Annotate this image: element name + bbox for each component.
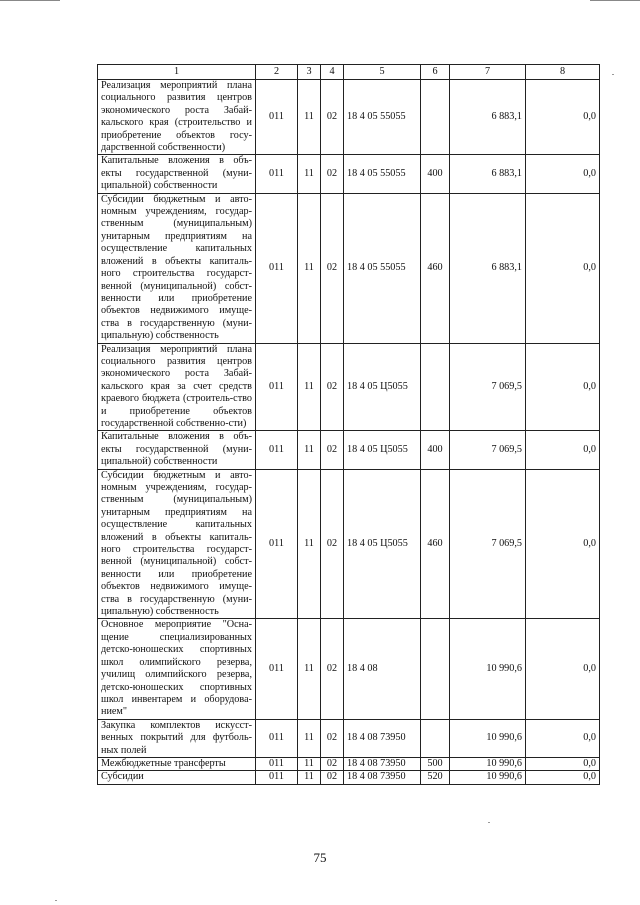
- scan-edge-line: [590, 0, 640, 1]
- expense-type-code: 460: [421, 469, 450, 619]
- amount-value-2: 0,0: [526, 193, 600, 343]
- ministry-code: 011: [256, 193, 298, 343]
- amount-value: 10 990,6: [450, 719, 526, 757]
- expense-type-code: 400: [421, 431, 450, 469]
- subsection-code: 02: [321, 469, 344, 619]
- row-name: Основное мероприятие "Осна-щение специализированных детско-юношеских спортивных школ олимпийского резерва, училищ олимпийского резерва, детско-юношеских спортивных школ инвентарем и оборудова-нием": [98, 619, 256, 719]
- scan-edge-line: [0, 0, 60, 1]
- section-code: 11: [298, 431, 321, 469]
- amount-value: 10 990,6: [450, 619, 526, 719]
- table-row: [98, 469, 600, 619]
- amount-value: 6 883,1: [450, 193, 526, 343]
- expense-type-code: [421, 343, 450, 431]
- expense-type-code: [421, 80, 450, 155]
- section-code: 11: [298, 80, 321, 155]
- section-code: 11: [298, 619, 321, 719]
- column-header: 2: [256, 65, 298, 80]
- target-article-code: 18 4 05 55055: [344, 80, 421, 155]
- page-number: 75: [313, 850, 327, 865]
- amount-value-2: 0,0: [526, 469, 600, 619]
- section-code: 11: [298, 469, 321, 619]
- row-name: Межбюджетные трансферты: [98, 757, 256, 770]
- table-row: [98, 771, 600, 784]
- target-article-code: 18 4 08 73950: [344, 757, 421, 770]
- expense-type-code: [421, 719, 450, 757]
- column-header: 6: [421, 65, 450, 80]
- column-header: 4: [321, 65, 344, 80]
- amount-value-2: 0,0: [526, 80, 600, 155]
- section-code: 11: [298, 757, 321, 770]
- expense-type-code: 500: [421, 757, 450, 770]
- amount-value-2: 0,0: [526, 343, 600, 431]
- table-row: [98, 619, 600, 719]
- ministry-code: 011: [256, 80, 298, 155]
- subsection-code: 02: [321, 719, 344, 757]
- target-article-code: 18 4 08 73950: [344, 771, 421, 784]
- amount-value-2: 0,0: [526, 155, 600, 193]
- target-article-code: 18 4 08 73950: [344, 719, 421, 757]
- row-name: Субсидии: [98, 771, 256, 784]
- column-header: 3: [298, 65, 321, 80]
- subsection-code: 02: [321, 343, 344, 431]
- expense-type-code: 460: [421, 193, 450, 343]
- subsection-code: 02: [321, 193, 344, 343]
- amount-value-2: 0,0: [526, 757, 600, 770]
- table-row: [98, 431, 600, 469]
- row-name: Субсидии бюджетным и авто-номным учреждениям, государ-ственным (муниципальным) унитарным предприятиям на осуществление капитальных вложений в объекты капиталь-ного строительства государст-венной (муниципальной) собст-венности или приобретение объектов недвижимого имуще-ства в государственную (муни-ципальную) собственность: [98, 469, 256, 619]
- subsection-code: 02: [321, 431, 344, 469]
- subsection-code: 02: [321, 619, 344, 719]
- expense-type-code: [421, 619, 450, 719]
- amount-value: 10 990,6: [450, 757, 526, 770]
- row-name: Реализация мероприятий плана социального развития центров экономического роста Забай-кальского края (строительство и приобретение объектов госу-дарственной собственности): [98, 80, 256, 155]
- table-row: [98, 719, 600, 757]
- ministry-code: 011: [256, 757, 298, 770]
- target-article-code: 18 4 08: [344, 619, 421, 719]
- table-row: [98, 757, 600, 770]
- table-header-row: [98, 65, 600, 80]
- table-row: [98, 155, 600, 193]
- ministry-code: 011: [256, 431, 298, 469]
- amount-value: 7 069,5: [450, 343, 526, 431]
- amount-value-2: 0,0: [526, 771, 600, 784]
- target-article-code: 18 4 05 Ц5055: [344, 469, 421, 619]
- column-header: 7: [450, 65, 526, 80]
- amount-value: 6 883,1: [450, 155, 526, 193]
- amount-value-2: 0,0: [526, 719, 600, 757]
- table-row: [98, 343, 600, 431]
- row-name: Закупка комплектов искусст-венных покрытий для футболь-ных полей: [98, 719, 256, 757]
- ministry-code: 011: [256, 771, 298, 784]
- target-article-code: 18 4 05 55055: [344, 155, 421, 193]
- table-row: [98, 193, 600, 343]
- amount-value: 7 069,5: [450, 431, 526, 469]
- ministry-code: 011: [256, 343, 298, 431]
- budget-table: [97, 64, 600, 785]
- column-header: 1: [98, 65, 256, 80]
- column-header: 8: [526, 65, 600, 80]
- target-article-code: 18 4 05 55055: [344, 193, 421, 343]
- subsection-code: 02: [321, 155, 344, 193]
- row-name: Реализация мероприятий плана социального развития центров экономического роста Забай-кальского края за счет средств краевого бюджета (строитель-ство и приобретение объектов государственной собственно-сти): [98, 343, 256, 431]
- column-header: 5: [344, 65, 421, 80]
- amount-value-2: 0,0: [526, 431, 600, 469]
- ministry-code: 011: [256, 719, 298, 757]
- subsection-code: 02: [321, 80, 344, 155]
- amount-value: 10 990,6: [450, 771, 526, 784]
- ministry-code: 011: [256, 619, 298, 719]
- section-code: 11: [298, 771, 321, 784]
- row-name: Капитальные вложения в объ-екты государственной (муни-ципальной) собственности: [98, 155, 256, 193]
- ministry-code: 011: [256, 469, 298, 619]
- section-code: 11: [298, 719, 321, 757]
- target-article-code: 18 4 05 Ц5055: [344, 343, 421, 431]
- table-row: [98, 80, 600, 155]
- section-code: 11: [298, 193, 321, 343]
- expense-type-code: 400: [421, 155, 450, 193]
- amount-value-2: 0,0: [526, 619, 600, 719]
- amount-value: 6 883,1: [450, 80, 526, 155]
- section-code: 11: [298, 343, 321, 431]
- target-article-code: 18 4 05 Ц5055: [344, 431, 421, 469]
- scan-speck: [488, 822, 490, 823]
- subsection-code: 02: [321, 771, 344, 784]
- section-code: 11: [298, 155, 321, 193]
- amount-value: 7 069,5: [450, 469, 526, 619]
- row-name: Капитальные вложения в объ-екты государственной (муни-ципальной) собственности: [98, 431, 256, 469]
- scan-speck: [55, 900, 57, 901]
- subsection-code: 02: [321, 757, 344, 770]
- scan-speck: [612, 74, 614, 75]
- row-name: Субсидии бюджетным и авто-номным учреждениям, государ-ственным (муниципальным) унитарным предприятиям на осуществление капитальных вложений в объекты капиталь-ного строительства государст-венной (муниципальной) собст-венности или приобретение объектов недвижимого имуще-ства в государственную (муни-ципальную) собственность: [98, 193, 256, 343]
- expense-type-code: 520: [421, 771, 450, 784]
- ministry-code: 011: [256, 155, 298, 193]
